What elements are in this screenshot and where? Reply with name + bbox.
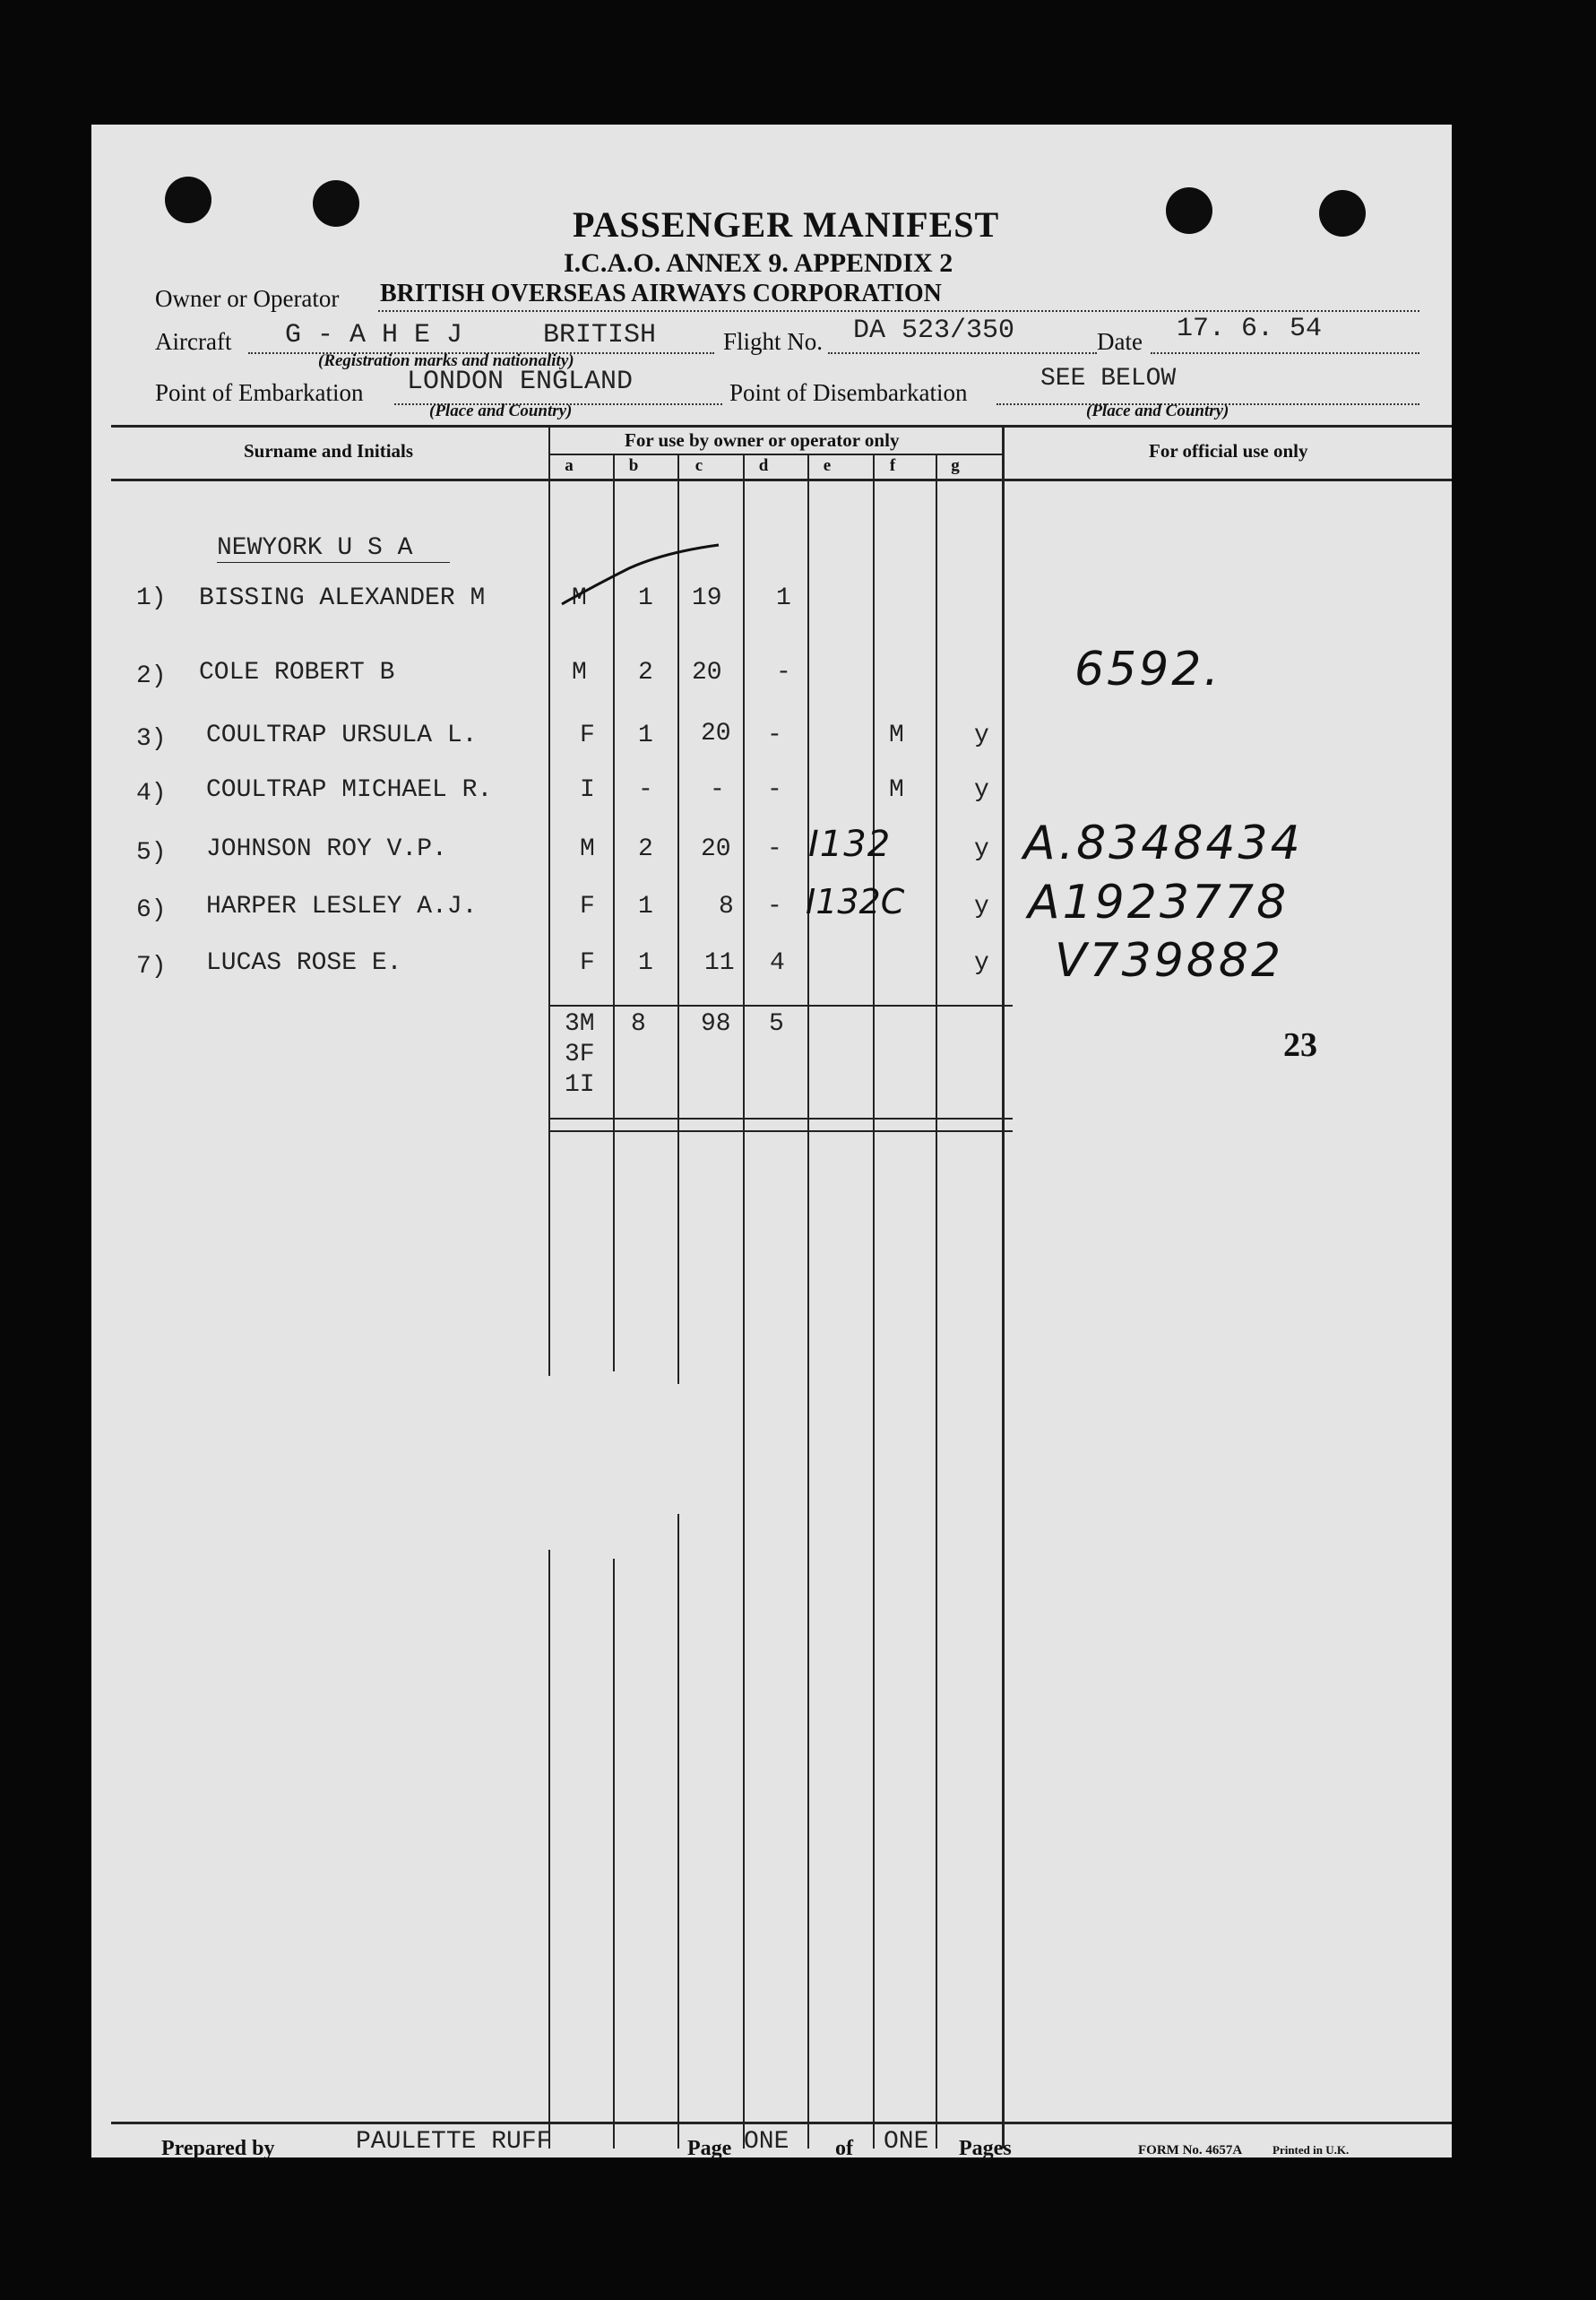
passenger-name: COULTRAP MICHAEL R. [206, 776, 493, 804]
cell-c: 11 [704, 949, 735, 977]
total-b: 8 [631, 1010, 646, 1038]
embark-label: Point of Embarkation [155, 379, 364, 406]
column-d-header: d [758, 456, 769, 475]
cell-d: 4 [770, 949, 785, 977]
cell-e: I132C [806, 882, 905, 921]
column-e-header: e [823, 456, 832, 475]
cell-a: M [572, 584, 587, 612]
total-a-female: 3F [565, 1041, 595, 1068]
owner-value: BRITISH OVERSEAS AIRWAYS CORPORATION [380, 280, 942, 307]
check-mark [557, 541, 737, 613]
passenger-name: BISSING ALEXANDER M [199, 584, 486, 612]
cell-a: M [580, 835, 595, 863]
cell-g: y [974, 949, 989, 977]
row-number: 5) [136, 839, 167, 867]
column-a-header: a [565, 456, 574, 475]
destination-label: NEWYORK U S A [217, 534, 413, 562]
cell-c: - [710, 776, 725, 804]
total-a-male: 3M [565, 1010, 595, 1038]
official-note: A.8348434 [1023, 817, 1303, 870]
cell-a: F [580, 949, 595, 977]
date-label: Date [1097, 328, 1143, 355]
cell-b: 1 [638, 722, 653, 749]
cell-f: M [889, 776, 904, 804]
cell-a: F [580, 893, 595, 921]
row-number: 6) [136, 896, 167, 924]
cell-d: - [776, 659, 791, 687]
cell-e: I132 [808, 824, 892, 865]
total-a-infant: 1I [565, 1071, 595, 1099]
cell-a: F [580, 722, 595, 749]
cell-c: 20 [701, 720, 731, 748]
aircraft-label: Aircraft [155, 328, 232, 355]
cell-c: 20 [701, 835, 731, 863]
column-b-header: b [628, 456, 639, 475]
cell-b: - [638, 776, 653, 804]
official-note: 6592. [1074, 643, 1221, 696]
passenger-name: COLE ROBERT B [199, 659, 395, 687]
aircraft-note: (Registration marks and nationality) [318, 351, 574, 370]
punch-hole [313, 180, 359, 227]
surname-header: Surname and Initials [244, 440, 414, 462]
cell-b: 1 [638, 584, 653, 612]
page-value: ONE [744, 2128, 789, 2156]
disembark-label: Point of Disembarkation [729, 379, 968, 406]
total-c: 98 [701, 1010, 731, 1038]
total-d: 5 [769, 1010, 784, 1038]
disembark-value: SEE BELOW [1040, 365, 1177, 393]
punch-hole [1166, 187, 1212, 234]
cell-b: 2 [638, 659, 653, 687]
row-number: 1) [136, 584, 167, 612]
cell-d: - [767, 722, 782, 749]
cell-g: y [974, 835, 989, 863]
form-subtitle: I.C.A.O. ANNEX 9. APPENDIX 2 [564, 248, 953, 278]
cell-a: M [572, 659, 587, 687]
punch-hole [165, 177, 211, 223]
official-note: A1923778 [1028, 876, 1290, 930]
disembark-note: (Place and Country) [1086, 402, 1229, 420]
embark-value: LONDON ENGLAND [407, 367, 634, 397]
passenger-name: JOHNSON ROY V.P. [206, 835, 447, 863]
of-label: of [835, 2137, 853, 2160]
row-number: 4) [136, 780, 167, 808]
page-label: Page [687, 2137, 732, 2160]
row-number: 3) [136, 725, 167, 753]
column-c-header: c [694, 456, 703, 475]
of-value: ONE [884, 2128, 929, 2156]
cell-c: 8 [719, 893, 734, 921]
cell-g: y [974, 776, 989, 804]
form-title: PASSENGER MANIFEST [573, 204, 1000, 245]
cell-c: 20 [692, 659, 722, 687]
manifest-document [91, 125, 1452, 2160]
form-number: FORM No. 4657A [1138, 2143, 1243, 2157]
passenger-name: LUCAS ROSE E. [206, 949, 402, 977]
owner-use-header: For use by owner or operator only [625, 429, 900, 451]
row-number: 2) [136, 662, 167, 690]
official-note: V739882 [1055, 934, 1284, 988]
date-value: 17. 6. 54 [1177, 314, 1323, 344]
cell-d: 1 [776, 584, 791, 612]
aircraft-value: G - A H E J [285, 320, 463, 350]
cell-f: M [889, 722, 904, 749]
passenger-name: COULTRAP URSULA L. [206, 722, 478, 749]
pages-label: Pages [959, 2137, 1012, 2160]
cell-b: 1 [638, 893, 653, 921]
row-number: 7) [136, 953, 167, 981]
punch-hole [1319, 190, 1366, 237]
flight-value: DA 523/350 [853, 316, 1015, 346]
cell-a: I [580, 776, 595, 804]
prepared-label: Prepared by [161, 2137, 275, 2160]
cell-d: - [767, 835, 782, 863]
column-f-header: f [889, 456, 896, 475]
embark-note: (Place and Country) [429, 402, 573, 420]
cell-b: 2 [638, 835, 653, 863]
flight-label: Flight No. [723, 328, 824, 355]
cell-d: - [767, 893, 782, 921]
cell-b: 1 [638, 949, 653, 977]
official-header: For official use only [1149, 440, 1308, 462]
column-g-header: g [951, 456, 960, 475]
stamp-number: 23 [1283, 1026, 1317, 1064]
cell-g: y [974, 893, 989, 921]
cell-g: y [974, 722, 989, 749]
nationality-value: BRITISH [543, 320, 657, 350]
passenger-name: HARPER LESLEY A.J. [206, 893, 478, 921]
cell-c: 19 [692, 584, 722, 612]
cell-d: - [767, 776, 782, 804]
prepared-value: PAULETTE RUFF [356, 2128, 552, 2156]
owner-label: Owner or Operator [155, 285, 340, 312]
printed-note: Printed in U.K. [1272, 2143, 1350, 2157]
